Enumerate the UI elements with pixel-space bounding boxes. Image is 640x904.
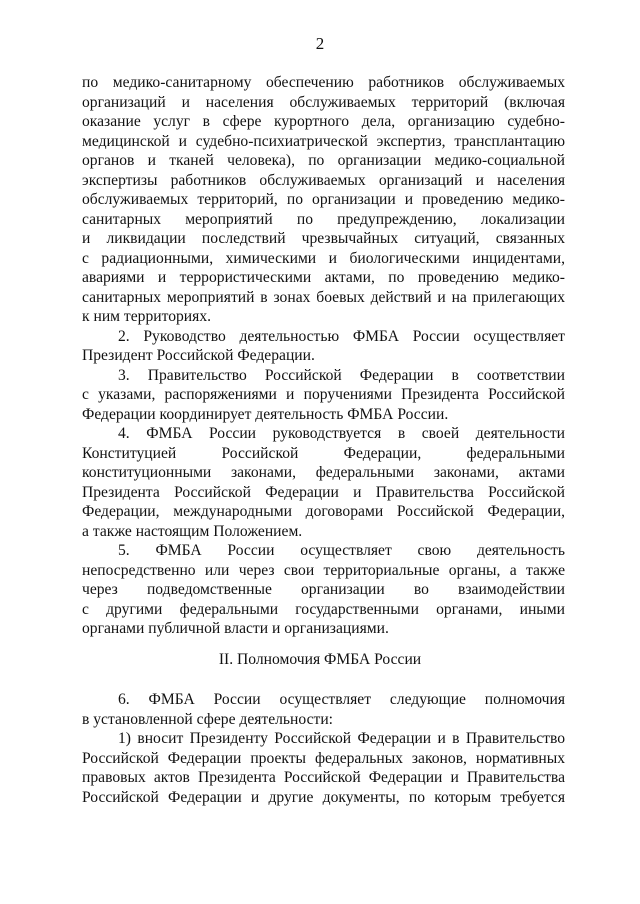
text-line: Федерации, международными договорами Российской Федерации, [82,503,565,520]
paragraph-line: 6. ФМБА России осуществляет следующие полномочия [118,691,565,708]
paragraph-line: 1) вносит Президенту Российской Федерации и в Правительство [118,730,565,747]
paragraph-line: 3. Правительство Российской Федерации в соответствии [118,366,565,384]
text-line: экспертизы работников обслуживаемых организаций и населения [82,171,565,189]
text-line: Конституцией Российской Федерации, федеральными [82,444,565,462]
text-line: с другими федеральными государственными органами, иными [82,600,565,618]
section-heading: II. Полномочия ФМБА России [218,651,422,668]
text-line: с указами, распоряжениями и поручениями Президента Российской [82,386,565,403]
paragraph-line: 2. Руководство деятельностью ФМБА России осуществляет [118,327,565,345]
text-line: органов и тканей человека), по организации медико-социальной [82,152,565,169]
page-number: 2 [315,34,325,53]
text-line: конституционными законами, федеральными законами, актами [82,464,565,481]
text-line: по медико-санитарному обеспечению работников обслуживаемых [82,74,565,91]
text-line: через подведомственные организации во взаимодействии [82,581,565,598]
text-line: к ним территориях. [82,308,212,325]
paragraph-line: 5. ФМБА России осуществляет свою деятельность [118,542,565,559]
text-line: а также настоящим Положением. [82,522,303,540]
text-line: Президент Российской Федерации. [82,347,315,364]
text-line: санитарных мероприятий по предупреждению, локализации [82,210,565,228]
text-line: Российской Федерации проекты федеральных законов, нормативных [82,749,565,767]
text-line: органами публичной власти и организациями. [82,620,389,637]
text-line: обслуживаемых территорий, по организации и проведению медико- [82,191,565,208]
text-line: Федерации координирует деятельность ФМБА России. [82,405,449,423]
text-line: Российской Федерации и другие документы, по которым требуется [82,788,565,806]
body-text-section-2 [82,690,565,807]
body-text-section-1 [82,73,565,639]
text-line: и ликвидации последствий чрезвычайных ситуаций, связанных [82,230,565,247]
text-line: непосредственно или через свои территориальные органы, а также [82,561,565,579]
text-line: санитарных мероприятий в зонах боевых действий и на прилегающих [82,288,565,306]
paragraph-line: 4. ФМБА России руководствуется в своей деятельности [118,425,565,442]
text-line: с радиационными, химическими и биологическими инцидентами, [82,249,565,267]
text-line: правовых актов Президента Российской Федерации и Правительства [82,769,565,786]
text-line: Президента Российской Федерации и Правительства Российской [82,483,565,501]
text-line: авариями и террористическими актами, по проведению медико- [82,269,565,286]
text-line: в установленной сфере деятельности: [82,710,333,728]
text-line: организаций и населения обслуживаемых территорий (включая [82,93,565,111]
text-line: оказание услуг в сфере курортного дела, организацию судебно- [82,113,565,130]
text-line: медицинской и судебно-психиатрической экспертиз, трансплантацию [82,132,565,150]
